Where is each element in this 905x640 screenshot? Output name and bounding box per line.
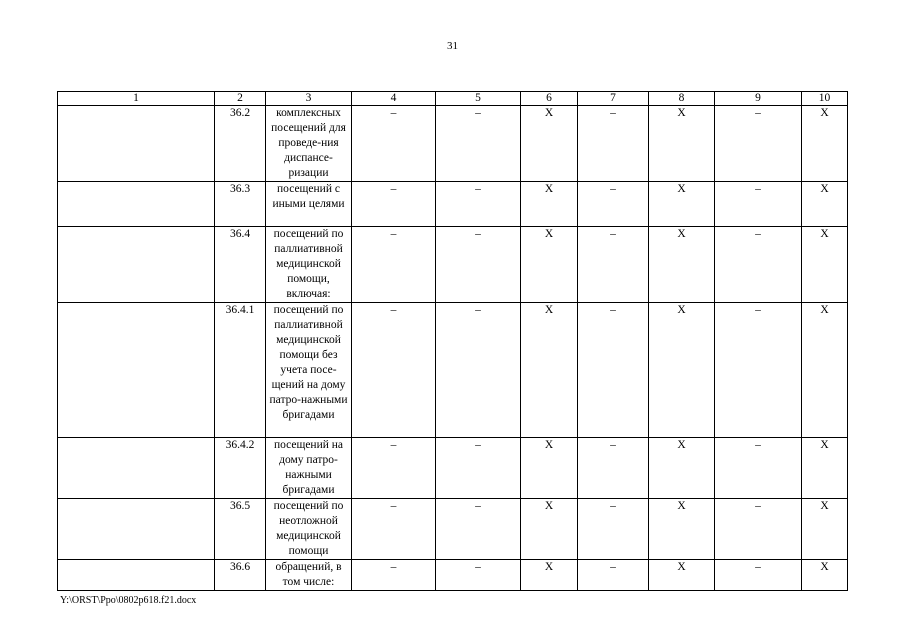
table-cell: 36.5 — [215, 499, 266, 560]
table-cell: – — [352, 227, 436, 303]
table-cell: – — [436, 227, 521, 303]
table-row — [58, 303, 848, 438]
table-cell: – — [715, 438, 802, 499]
table-cell: комплексных посещений для проведе-ния диспансе-ризации — [266, 106, 352, 182]
table-cell: X — [802, 106, 848, 182]
table-row — [58, 438, 848, 499]
column-header: 8 — [649, 92, 715, 106]
table-cell: – — [715, 303, 802, 438]
table-cell — [58, 303, 215, 438]
table-cell — [58, 227, 215, 303]
table-cell: – — [715, 560, 802, 591]
table-cell: X — [802, 499, 848, 560]
table-cell: X — [649, 303, 715, 438]
table-cell: – — [352, 499, 436, 560]
table-cell: – — [436, 438, 521, 499]
column-header: 10 — [802, 92, 848, 106]
table-cell: – — [352, 438, 436, 499]
column-header: 2 — [215, 92, 266, 106]
table-cell: – — [578, 560, 649, 591]
column-header: 7 — [578, 92, 649, 106]
table-cell: – — [352, 182, 436, 227]
column-header: 5 — [436, 92, 521, 106]
file-path-footer: Y:\ORST\Ppo\0802p618.f21.docx — [60, 595, 197, 606]
table-cell: посещений с иными целями — [266, 182, 352, 227]
table-cell: X — [649, 227, 715, 303]
table-cell: посещений по паллиативной медицинской помощи, включая: — [266, 227, 352, 303]
table-cell: – — [352, 560, 436, 591]
table-cell: – — [436, 182, 521, 227]
column-header: 9 — [715, 92, 802, 106]
table-cell: X — [521, 499, 578, 560]
table-cell: X — [649, 560, 715, 591]
table-cell: X — [649, 499, 715, 560]
table-cell: 36.4 — [215, 227, 266, 303]
table-row — [58, 182, 848, 227]
table-cell: – — [715, 227, 802, 303]
table-cell: X — [521, 182, 578, 227]
table-cell: X — [802, 560, 848, 591]
table-cell: – — [578, 106, 649, 182]
table-cell: X — [802, 182, 848, 227]
table-cell — [58, 499, 215, 560]
table-cell: – — [436, 499, 521, 560]
table-cell: – — [352, 106, 436, 182]
table-row — [58, 227, 848, 303]
column-header: 1 — [58, 92, 215, 106]
table-cell: X — [649, 106, 715, 182]
table-cell: – — [715, 182, 802, 227]
table-cell: X — [521, 227, 578, 303]
table-cell: – — [578, 182, 649, 227]
table-cell — [58, 182, 215, 227]
table-cell: 36.4.2 — [215, 438, 266, 499]
table-cell: X — [521, 106, 578, 182]
table-cell: – — [436, 106, 521, 182]
column-header: 6 — [521, 92, 578, 106]
table-cell: посещений на дому патро-нажными бригадами — [266, 438, 352, 499]
table-cell: X — [521, 438, 578, 499]
table-cell: обращений, в том числе: — [266, 560, 352, 591]
table-row — [58, 560, 848, 591]
table-cell: посещений по неотложной медицинской помощи — [266, 499, 352, 560]
column-header: 3 — [266, 92, 352, 106]
page-number: 31 — [447, 40, 458, 52]
table-cell: 36.2 — [215, 106, 266, 182]
table-cell: – — [715, 499, 802, 560]
table-cell: – — [578, 303, 649, 438]
table-header-row — [58, 92, 848, 106]
table-cell: X — [649, 182, 715, 227]
table-cell: 36.6 — [215, 560, 266, 591]
table-cell — [58, 438, 215, 499]
table-cell: X — [802, 303, 848, 438]
table-cell: – — [578, 227, 649, 303]
table-cell: 36.4.1 — [215, 303, 266, 438]
table-cell — [58, 106, 215, 182]
table-cell: – — [436, 303, 521, 438]
table-cell: – — [715, 106, 802, 182]
table-row — [58, 106, 848, 182]
table-cell: – — [578, 438, 649, 499]
table-cell: X — [521, 560, 578, 591]
table-row — [58, 499, 848, 560]
table-cell: X — [802, 438, 848, 499]
table-cell: – — [436, 560, 521, 591]
data-table — [57, 91, 848, 591]
table-cell: – — [578, 499, 649, 560]
table-cell: X — [802, 227, 848, 303]
table-cell — [58, 560, 215, 591]
table-cell: посещений по паллиативной медицинской помощи без учета посе-щений на дому патро-нажными бригадами — [266, 303, 352, 438]
column-header: 4 — [352, 92, 436, 106]
table-cell: 36.3 — [215, 182, 266, 227]
table-cell: X — [521, 303, 578, 438]
table-cell: X — [649, 438, 715, 499]
table-cell: – — [352, 303, 436, 438]
